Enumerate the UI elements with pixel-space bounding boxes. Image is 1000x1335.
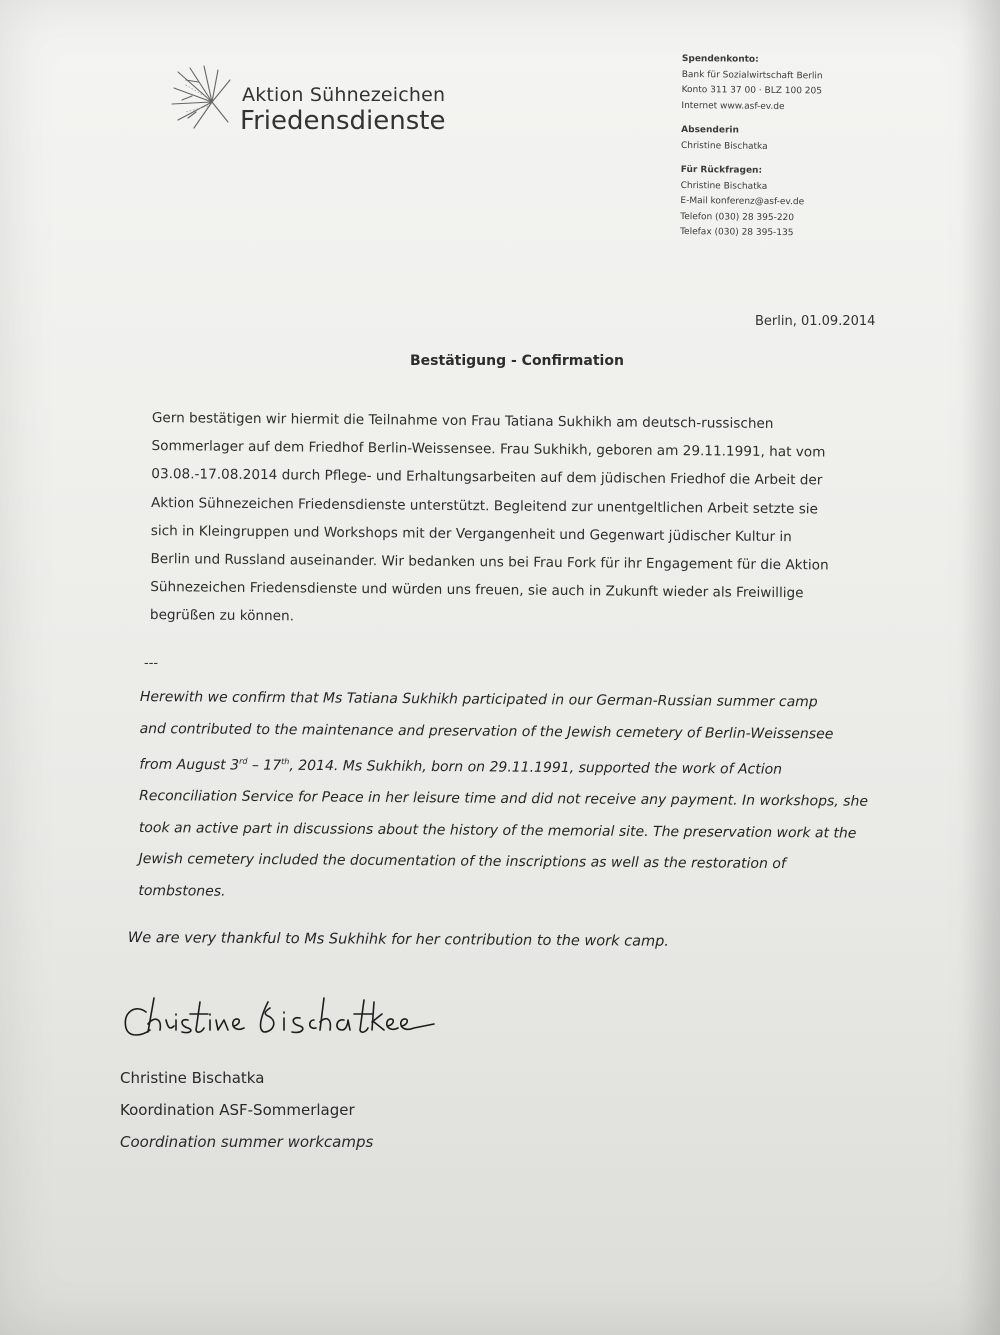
- handwritten-signature: [118, 990, 438, 1050]
- contact-email: E-Mail konferenz@asf-ev.de: [680, 195, 805, 208]
- contact-block: [680, 163, 881, 243]
- donation-account-block: [681, 52, 882, 116]
- contact-name: Christine Bischatka: [680, 180, 768, 192]
- ordinal-suffix: th: [281, 757, 290, 767]
- english-date-end: – 17: [247, 757, 282, 774]
- donation-account-website: Internet www.asf-ev.de: [681, 100, 785, 112]
- english-line-dates: [139, 745, 919, 787]
- german-line: Sühnezeichen Friedensdienste und würden uns freuen, sie auch in Zukunft wieder als Freiwillige: [150, 579, 804, 602]
- german-line: Gern bestätigen wir hiermit die Teilnahme von Frau Tatiana Sukhikh am deutsch-russischen: [151, 409, 774, 432]
- letter-date: Berlin, 01.09.2014: [755, 314, 876, 329]
- sender-info-block: [680, 52, 882, 252]
- german-paragraph: [150, 404, 892, 637]
- english-date-start: from August 3: [139, 756, 240, 774]
- german-line: 03.08.-17.08.2014 durch Pflege- und Erhaltungsarbeiten auf dem jüdischen Friedhof die Arbeit der: [151, 466, 823, 489]
- letter-title: Bestätigung - Confirmation: [410, 353, 624, 369]
- german-line: begrüßen zu können.: [149, 607, 295, 625]
- english-line: and contributed to the maintenance and preservation of the Jewish cemetery of Berlin-Weissensee: [139, 720, 834, 742]
- german-line: sich in Kleingruppen und Workshops mit der Vergangenheit und Gegenwart jüdischer Kultur in: [150, 522, 792, 545]
- contact-heading: Für Rückfragen:: [680, 164, 763, 176]
- english-line: Jewish cemetery included the documentation of the inscriptions as well as the restoration of: [138, 851, 786, 873]
- signer-role-german: Koordination ASF-Sommerlager: [120, 1101, 355, 1119]
- logo-text-line1: Aktion Sühnezeichen: [242, 84, 446, 106]
- section-separator: ---: [144, 656, 159, 671]
- sender-block: [681, 123, 881, 156]
- donation-account-bank: Bank für Sozialwirtschaft Berlin: [681, 69, 823, 81]
- logo-star-icon: [168, 62, 238, 132]
- contact-phone: Telefon (030) 28 395-220: [680, 211, 795, 223]
- english-line: Herewith we confirm that Ms Tatiana Sukhikh participated in our German-Russian summer camp: [139, 688, 818, 711]
- german-line: Berlin und Russland auseinander. Wir bedanken uns bei Frau Fork für ihr Engagement für die Aktion: [150, 551, 829, 574]
- german-line: Sommerlager auf dem Friedhof Berlin-Weissensee. Frau Sukhikh, geboren am 29.11.1991, hat vom: [151, 438, 826, 461]
- sender-heading: Absenderin: [681, 124, 739, 136]
- logo-text-line2: Friedensdienste: [240, 106, 446, 136]
- english-line-rest: , 2014. Ms Sukhikh, born on 29.11.1991, supported the work of Action: [289, 757, 783, 778]
- german-line: Aktion Sühnezeichen Friedensdienste unterstützt. Begleitend zur unentgeltlichen Arbeit setzte sie: [150, 494, 819, 518]
- english-line: took an active part in discussions about the history of the memorial site. The preservation work at the: [138, 819, 857, 842]
- signer-role-english: Coordination summer workcamps: [120, 1133, 374, 1151]
- donation-account-heading: Spendenkonto:: [681, 53, 759, 65]
- organization-logo: [168, 62, 478, 142]
- signer-block: [120, 1062, 373, 1158]
- thanks-sentence: We are very thankful to Ms Sukhihk for her contribution to the work camp.: [127, 930, 670, 950]
- english-line: tombstones.: [138, 882, 226, 900]
- signer-name: Christine Bischatka: [120, 1069, 265, 1087]
- contact-fax: Telefax (030) 28 395-135: [680, 226, 794, 239]
- ordinal-suffix: rd: [239, 756, 248, 766]
- page-edge-shadow: [960, 0, 1000, 1335]
- donation-account-number: Konto 311 37 00 · BLZ 100 205: [681, 84, 823, 97]
- sender-name: Christine Bischatka: [680, 140, 768, 152]
- english-line: Reconciliation Service for Peace in her leisure time and did not receive any payment. In workshops, she: [139, 788, 869, 810]
- english-paragraph: [138, 682, 920, 913]
